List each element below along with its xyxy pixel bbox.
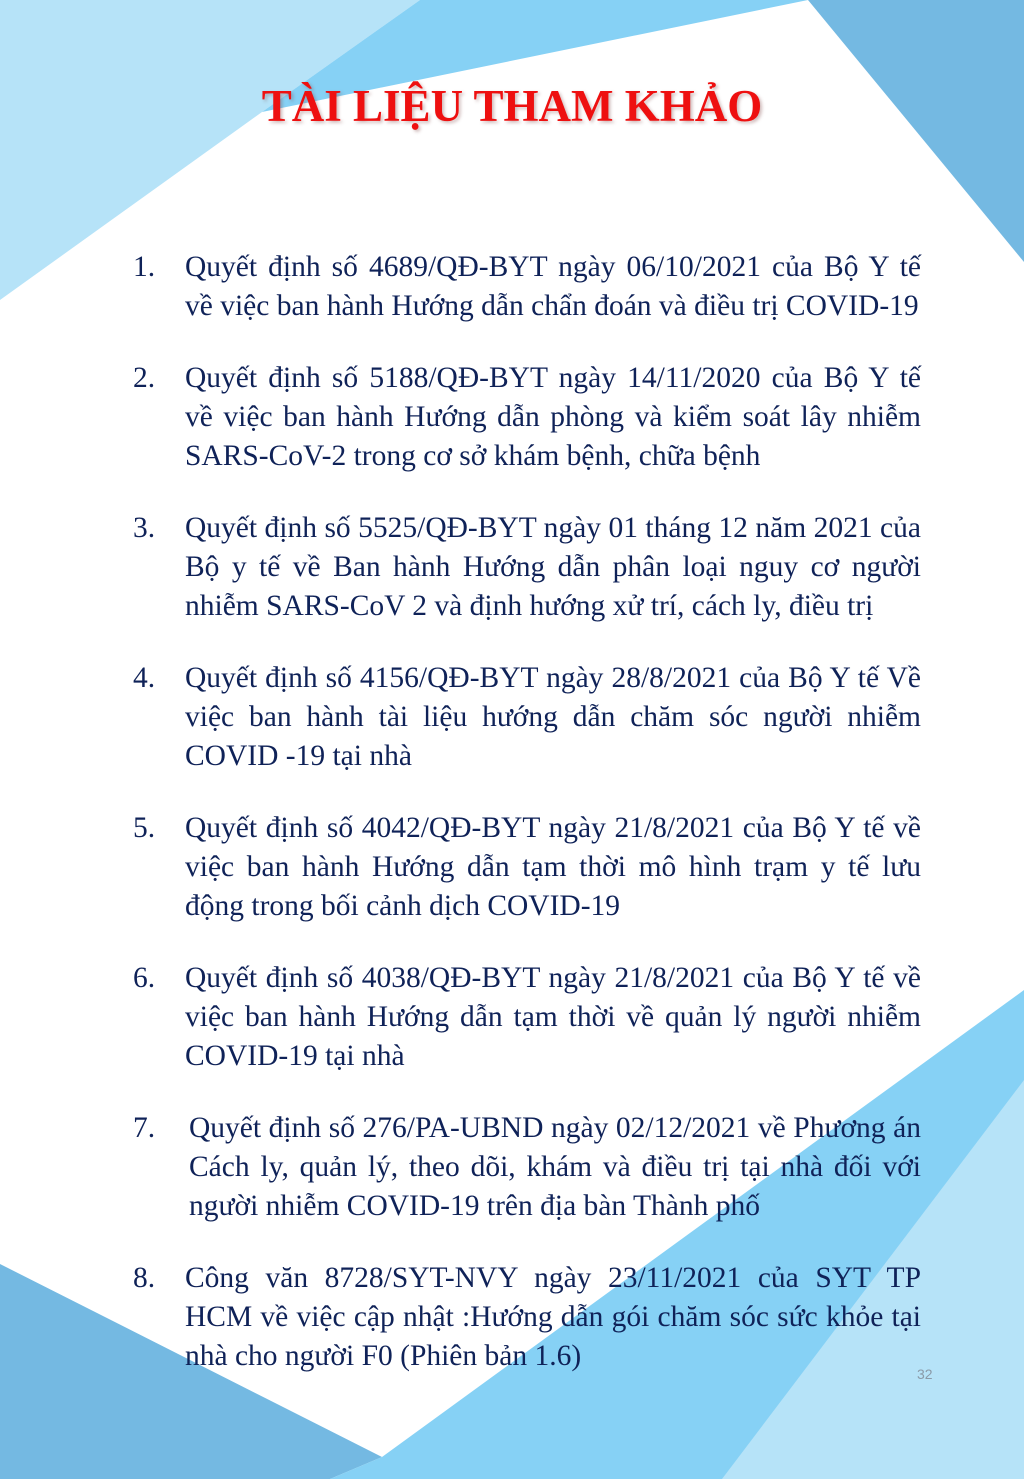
reference-item (133, 809, 921, 926)
page-number: 32 (917, 1366, 933, 1382)
reference-text: Quyết định số 5188/QĐ-BYT ngày 14/11/2020 của Bộ Y tế về việc ban hành Hướng dẫn phòng và kiểm soát lây nhiễm SARS-CoV-2 trong cơ sở khám bệnh, chữa bệnh (185, 362, 921, 472)
reference-number: 2. (133, 362, 156, 394)
reference-number: 3. (133, 512, 156, 544)
reference-number: 8. (133, 1262, 156, 1294)
reference-item (133, 1259, 921, 1376)
reference-number: 7. (133, 1112, 156, 1144)
reference-list (133, 248, 921, 1409)
reference-item (133, 659, 921, 776)
reference-item (133, 248, 921, 326)
reference-text: Quyết định số 5525/QĐ-BYT ngày 01 tháng 12 năm 2021 của Bộ y tế về Ban hành Hướng dẫn phân loại nguy cơ người nhiễm SARS-CoV 2 và định hướng xử trí, cách ly, điều trị (185, 512, 921, 622)
reference-text: Quyết định số 4038/QĐ-BYT ngày 21/8/2021 của Bộ Y tế về việc ban hành Hướng dẫn tạm thời về quản lý người nhiễm COVID-19 tại nhà (185, 962, 921, 1072)
reference-item (133, 359, 921, 476)
reference-text: Quyết định số 276/PA-UBND ngày 02/12/2021 về Phương án Cách ly, quản lý, theo dõi, khám và điều trị tại nhà đối với người nhiễm COVID-19 trên địa bàn Thành phố (189, 1112, 921, 1222)
reference-number: 5. (133, 812, 156, 844)
reference-text: Quyết định số 4689/QĐ-BYT ngày 06/10/2021 của Bộ Y tế về việc ban hành Hướng dẫn chẩn đoán và điều trị COVID-19 (185, 251, 921, 322)
reference-number: 6. (133, 962, 156, 994)
reference-number: 4. (133, 662, 156, 694)
reference-number: 1. (133, 251, 156, 283)
reference-item (133, 1109, 921, 1226)
reference-text: Quyết định số 4156/QĐ-BYT ngày 28/8/2021 của Bộ Y tế Về việc ban hành tài liệu hướng dẫn chăm sóc người nhiễm COVID -19 tại nhà (185, 662, 921, 772)
page-title: TÀI LIỆU THAM KHẢO (261, 81, 763, 131)
reference-text: Công văn 8728/SYT-NVY ngày 23/11/2021 của SYT TP HCM về việc cập nhật :Hướng dẫn gói chăm sóc sức khỏe tại nhà cho người F0 (Phiên bản 1.6) (185, 1262, 921, 1372)
reference-text: Quyết định số 4042/QĐ-BYT ngày 21/8/2021 của Bộ Y tế về việc ban hành Hướng dẫn tạm thời mô hình trạm y tế lưu động trong bối cảnh dịch COVID-19 (185, 812, 921, 922)
reference-item (133, 959, 921, 1076)
reference-item (133, 509, 921, 626)
